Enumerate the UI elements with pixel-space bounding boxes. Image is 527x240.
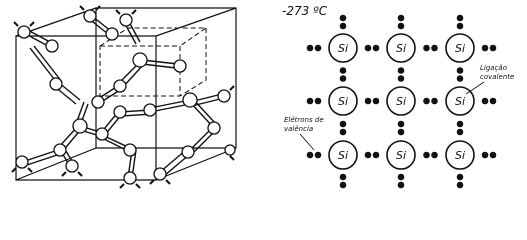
atom xyxy=(73,119,87,133)
valence-electron xyxy=(340,75,347,82)
valence-electron xyxy=(365,152,372,159)
atom xyxy=(133,53,147,67)
valence-electron xyxy=(423,152,430,159)
valence-electron xyxy=(340,23,347,30)
temperature-label: -273 ºC xyxy=(282,4,328,18)
valence-electron xyxy=(457,129,464,136)
si-atom-label: Si xyxy=(454,95,466,108)
valence-electron xyxy=(373,45,380,52)
valence-electron xyxy=(373,98,380,105)
covalent-bond-label-line2: covalente xyxy=(480,73,515,81)
atom xyxy=(144,104,156,116)
valence-electron xyxy=(490,152,497,159)
valence-electron xyxy=(340,182,347,189)
valence-electron xyxy=(398,174,405,181)
valence-electron xyxy=(340,174,347,181)
valence-electron xyxy=(457,121,464,128)
atom xyxy=(183,93,197,107)
si-atom-label: Si xyxy=(395,149,407,162)
valence-electron xyxy=(307,45,314,52)
covalent-bond-label-line1: Ligação xyxy=(480,64,507,72)
valence-electron xyxy=(431,45,438,52)
valence-electron xyxy=(398,23,405,30)
si-atom-label: Si xyxy=(395,95,407,108)
valence-electron xyxy=(307,98,314,105)
valence-electrons-arrow xyxy=(300,134,314,150)
covalent-bond-annotation xyxy=(466,64,514,94)
si-atom-label: Si xyxy=(337,149,349,162)
atom xyxy=(54,144,66,156)
valence-electron xyxy=(373,152,380,159)
valence-electrons-label-line1: Elétrons de xyxy=(284,116,324,124)
valence-electron xyxy=(457,182,464,189)
valence-electron xyxy=(457,15,464,22)
atom xyxy=(84,10,96,22)
valence-electron xyxy=(398,67,405,74)
valence-electron xyxy=(307,152,314,159)
si-atom-label: Si xyxy=(454,42,466,55)
valence-electron xyxy=(398,121,405,128)
valence-electron xyxy=(340,15,347,22)
atom xyxy=(124,172,136,184)
valence-electron xyxy=(315,98,322,105)
valence-electron xyxy=(457,75,464,82)
valence-electron xyxy=(431,152,438,159)
si-atom-label: Si xyxy=(337,95,349,108)
atom xyxy=(174,60,186,72)
valence-electron xyxy=(482,98,489,105)
atom xyxy=(124,144,136,156)
valence-electron xyxy=(490,45,497,52)
atom-stubs xyxy=(12,6,234,188)
valence-electron xyxy=(482,45,489,52)
silicon-2d-lattice xyxy=(307,15,497,189)
atom xyxy=(154,168,166,180)
atom xyxy=(18,26,30,38)
atom xyxy=(66,160,78,172)
valence-electron xyxy=(423,45,430,52)
atom xyxy=(208,122,220,134)
si-atom-label: Si xyxy=(337,42,349,55)
valence-electron xyxy=(457,67,464,74)
valence-electron xyxy=(365,45,372,52)
diamond-cubic-structure xyxy=(12,6,236,188)
valence-electron xyxy=(398,129,405,136)
atom xyxy=(120,14,132,26)
valence-electron xyxy=(340,129,347,136)
valence-electron xyxy=(315,152,322,159)
valence-electron xyxy=(340,121,347,128)
valence-electron xyxy=(431,98,438,105)
valence-electron xyxy=(457,174,464,181)
valence-electron xyxy=(365,98,372,105)
valence-electrons-annotation xyxy=(284,116,324,150)
covalent-bond-arrow xyxy=(466,82,484,94)
valence-electron xyxy=(490,98,497,105)
atom xyxy=(92,96,104,108)
valence-electron xyxy=(340,67,347,74)
si-atom-label: Si xyxy=(454,149,466,162)
valence-electrons-label-line2: valência xyxy=(284,125,314,133)
valence-electron xyxy=(423,98,430,105)
valence-electron xyxy=(315,45,322,52)
atom xyxy=(16,156,28,168)
si-atom-label: Si xyxy=(395,42,407,55)
atom xyxy=(218,90,230,102)
atom xyxy=(96,128,108,140)
atom xyxy=(114,80,126,92)
atom xyxy=(182,146,194,158)
valence-electron xyxy=(457,23,464,30)
valence-electron xyxy=(482,152,489,159)
atom xyxy=(225,145,235,155)
atom xyxy=(106,28,118,40)
atom xyxy=(114,106,126,118)
valence-electron xyxy=(398,182,405,189)
atom xyxy=(46,40,58,52)
atom xyxy=(50,78,62,90)
valence-electron xyxy=(398,75,405,82)
valence-electron xyxy=(398,15,405,22)
